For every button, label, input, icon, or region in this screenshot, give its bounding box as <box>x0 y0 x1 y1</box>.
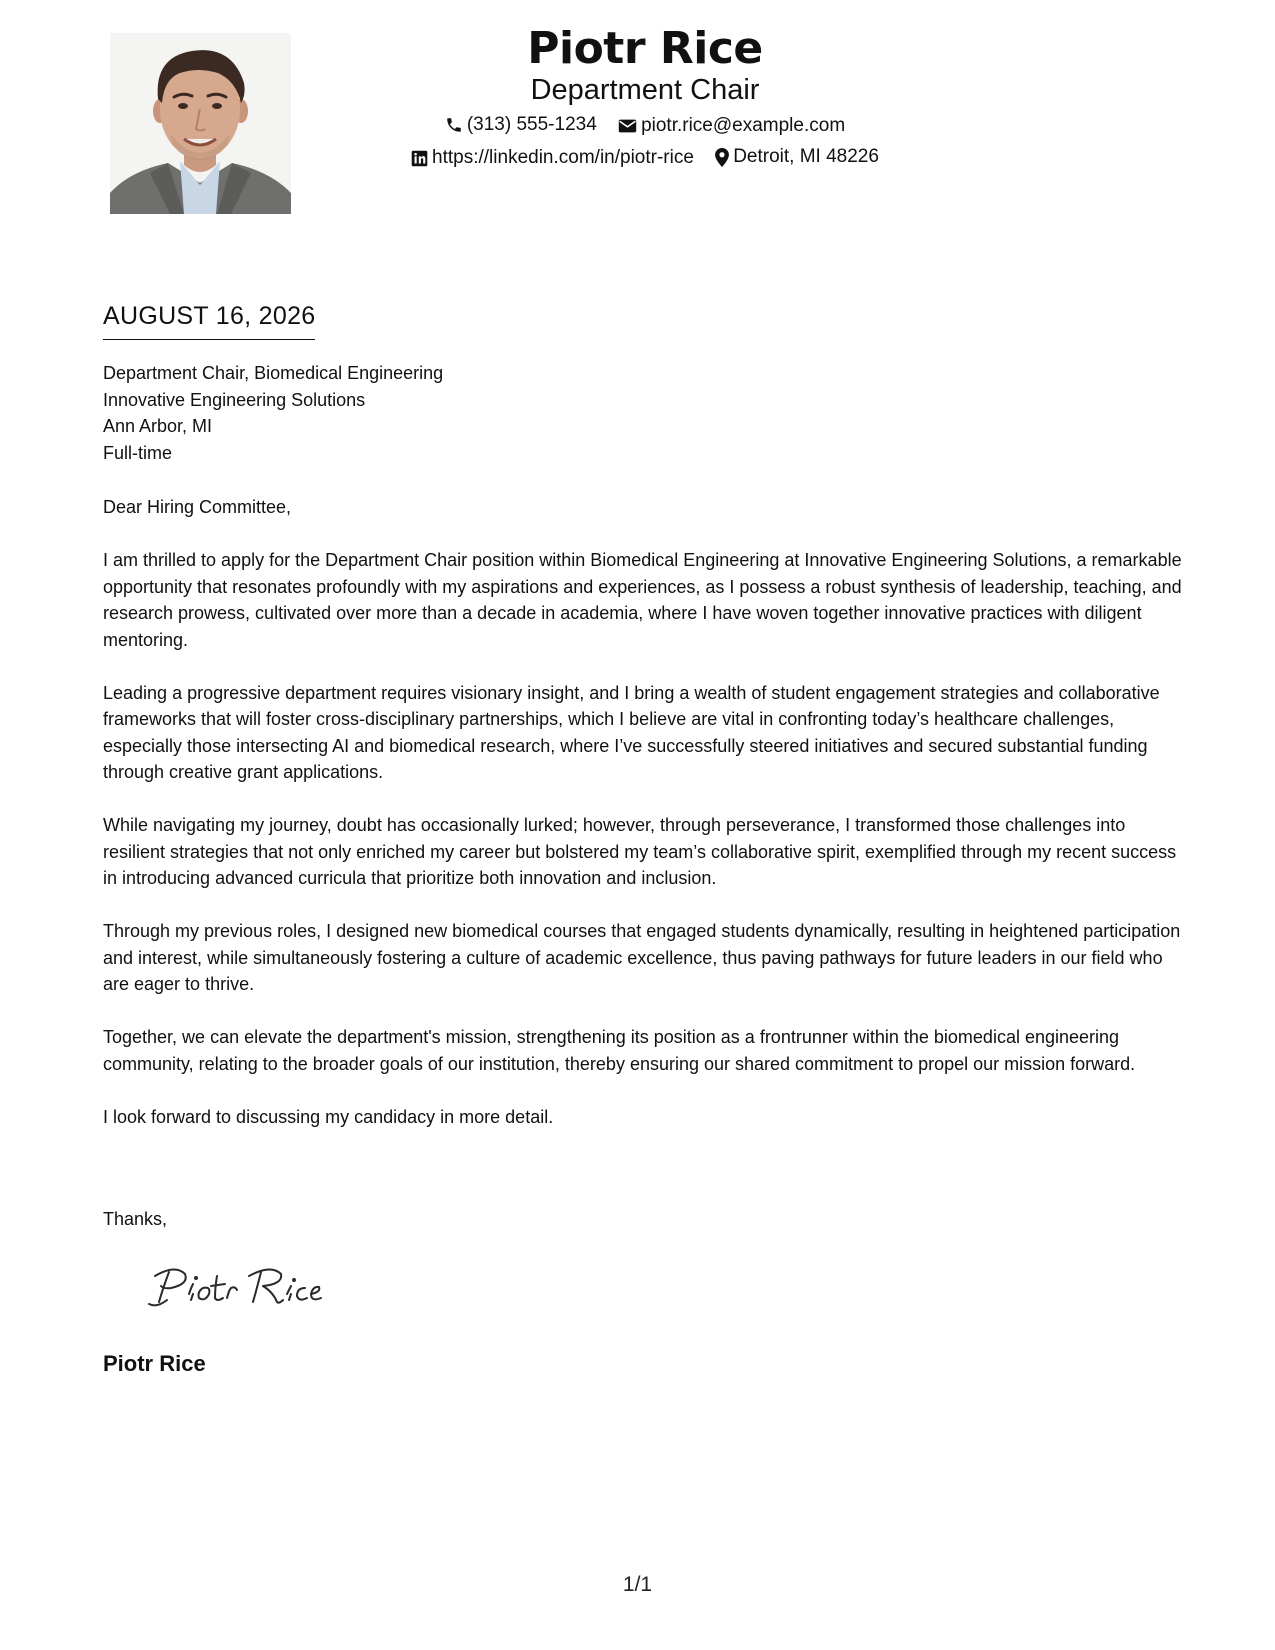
contact-row-1 <box>0 112 1275 142</box>
handwritten-signature <box>145 1258 325 1318</box>
letter-closing: Thanks, <box>103 1209 168 1229</box>
letter-greeting: Dear Hiring Committee, <box>103 497 292 517</box>
phone-text: (313) 555-1234 <box>466 114 597 135</box>
phone-icon <box>445 116 463 134</box>
signer-name: Piotr Rice <box>103 1351 206 1376</box>
letter-body <box>103 494 1183 1157</box>
linkedin-text: https://linkedin.com/in/piotr-rice <box>432 147 694 168</box>
recipient-employment-type: Full-time <box>103 442 173 463</box>
location-contact <box>715 144 879 170</box>
signature-drawing <box>145 1258 325 1318</box>
email-text: piotr.rice@example.com <box>641 115 846 136</box>
email-contact[interactable] <box>618 113 845 139</box>
recipient-position: Department Chair, Biomedical Engineering <box>103 363 444 383</box>
recipient-location: Ann Arbor, MI <box>103 416 213 436</box>
letter-paragraph: Together, we can elevate the department's mission, strengthening its position as a frontrunner within the biomedical engineering community, relating to the broader goals of our institution, thereby ensuring our shared commitment to propel our mission forward. <box>103 1027 1136 1074</box>
letter-paragraph: I am thrilled to apply for the Department Chair position within Biomedical Engineering at Innovative Engineering Solutions, a remarkable opportunity that resonates profoundly with my aspirations and experiences, as I possess a robust synthesis of leadership, teaching, and research prowess, cultivated over more than a decade in academia, where I have woven together innovative practices with diligent mentoring. <box>103 550 1182 650</box>
envelope-icon <box>618 118 637 134</box>
letter-paragraph: I look forward to discussing my candidacy in more detail. <box>103 1106 554 1127</box>
linkedin-icon <box>411 150 428 167</box>
candidate-name: Piotr Rice <box>527 23 763 74</box>
letter-paragraph: Leading a progressive department requires visionary insight, and I bring a wealth of student engagement strategies and collaborative frameworks that will foster cross-disciplinary partnerships, which I believe are vital in confronting today’s healthcare challenges, especially those intersecting AI and biomedical research, where I’ve successfully steered initiatives and secured substantial funding through creative grant applications. <box>103 682 1160 782</box>
recipient-block <box>103 360 443 466</box>
contact-row-2 <box>0 144 1275 175</box>
candidate-title: Department Chair <box>530 74 760 106</box>
linkedin-contact[interactable] <box>411 145 694 171</box>
letter-date: AUGUST 16, 2026 <box>103 300 315 340</box>
phone-contact[interactable] <box>445 112 597 138</box>
map-marker-icon <box>715 148 729 167</box>
location-text: Detroit, MI 48226 <box>733 146 879 167</box>
recipient-company: Innovative Engineering Solutions <box>103 389 366 410</box>
letter-paragraph: While navigating my journey, doubt has occasionally lurked; however, through perseverance, I transformed those challenges into resilient strategies that not only enriched my career but bolstered my team’s collaborative spirit, exemplified through my recent success in introducing advanced curricula that prioritize both innovation and inclusion. <box>103 815 1177 888</box>
page-number: 1/1 <box>622 1573 653 1596</box>
letter-paragraph: Through my previous roles, I designed new biomedical courses that engaged students dynamically, resulting in heightened participation and interest, while simultaneously fostering a culture of academic excellence, thus paving pathways for future leaders in our field who are eager to thrive. <box>103 921 1181 994</box>
